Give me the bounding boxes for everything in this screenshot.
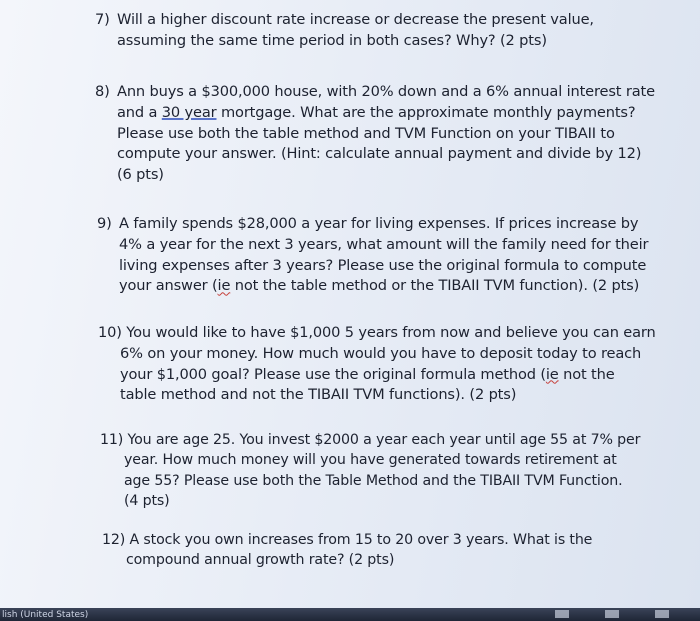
question-12 <box>102 530 592 571</box>
question-line: assuming the same time period in both cases? Why? (2 pts) <box>117 31 547 49</box>
text-run: living expenses after 3 years? Please use the original formula to <box>119 256 583 274</box>
question-8 <box>95 82 655 186</box>
question-line <box>119 276 648 297</box>
question-line: 11) You are age 25. You invest $2000 a year each year until age 55 at 7% per <box>100 432 641 448</box>
question-line: 6% on your money. How much would you have to deposit today to reach <box>120 344 642 362</box>
question-line: Please use both the table method and TVM Function on your TIBAII to <box>117 124 615 142</box>
question-7 <box>95 10 594 52</box>
status-bar <box>0 608 700 621</box>
spellcheck-flagged-word: ie <box>545 365 559 383</box>
question-9 <box>97 214 648 297</box>
question-line: year. How much money will you have generated towards retirement at <box>124 452 617 469</box>
question-line: table method and not the TIBAII TVM functions). (2 pts) <box>120 386 517 404</box>
text-run: not the <box>558 365 615 383</box>
question-line: age 55? Please use both the Table Method and the TIBAII TVM Function. <box>124 472 623 489</box>
question-line: 10) You would like to have $1,000 5 years from now and believe you can earn <box>98 324 656 341</box>
text-run: compute <box>582 256 647 274</box>
question-11 <box>100 430 640 512</box>
question-line: 12) A stock you own increases from 15 to 20 over 3 years. What is the <box>102 532 593 548</box>
view-icon[interactable] <box>655 610 669 618</box>
question-line <box>119 256 648 277</box>
question-10 <box>98 323 656 406</box>
question-line: Will a higher discount rate increase or decrease the present value, <box>117 11 594 28</box>
text-run: mortgage. What are the approximate monthly payments? <box>216 103 636 121</box>
text-run: your $1,000 goal? Please use the original formula method ( <box>120 365 546 383</box>
question-line <box>117 103 655 124</box>
view-icon[interactable] <box>605 610 619 618</box>
question-number: 9) <box>97 215 112 232</box>
spellcheck-flagged-word: ie <box>217 277 231 295</box>
underlined-term: 30 year <box>161 103 217 121</box>
language-indicator[interactable]: lish (United States) <box>2 610 89 620</box>
text-run: not the table method or the TIBAII TVM function). (2 pts) <box>230 277 640 295</box>
text-run: your answer ( <box>119 277 218 295</box>
question-line: compound annual growth rate? (2 pts) <box>126 552 395 569</box>
question-number: 7) <box>95 11 110 28</box>
question-line: Ann buys a $300,000 house, with 20% down and a 6% annual interest rate <box>117 83 655 100</box>
question-number: 8) <box>95 83 110 100</box>
question-line <box>120 365 656 386</box>
question-line: (4 pts) <box>124 493 170 510</box>
question-line: (6 pts) <box>117 166 164 184</box>
question-line: A family spends $28,000 a year for living expenses. If prices increase by <box>119 215 639 232</box>
view-icon[interactable] <box>555 610 569 618</box>
question-line: 4% a year for the next 3 years, what amount will the family need for their <box>119 235 649 253</box>
text-run: and a <box>117 103 162 121</box>
question-line: compute your answer. (Hint: calculate annual payment and divide by 12) <box>117 145 642 163</box>
